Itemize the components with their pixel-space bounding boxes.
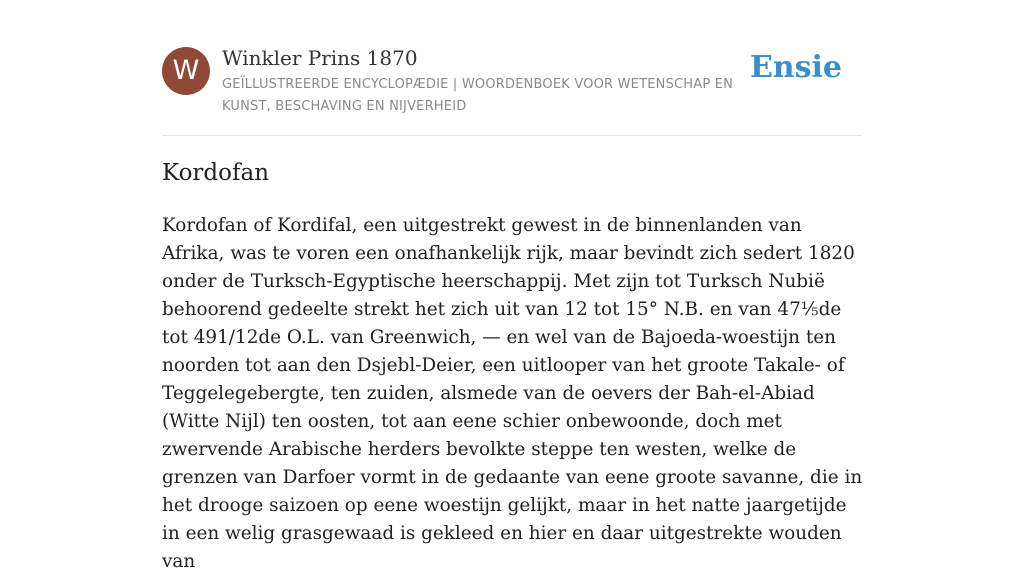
source-header: [162, 46, 862, 116]
entry-body: Kordofan of Kordifal, een uitgestrekt gewest in de binnenlanden van Afrika, was te voren een onafhankelijk rijk, maar bevindt zich sedert 1820 onder de Turksch-Egyptische heerschappij. Met zijn tot Turksch Nubië behoorend gedeelte strekt het zich uit van 12 tot 15° N.B. en van 47⅕de tot 491/12de O.L. van Greenwich, — en wel van de Bajoeda-woestijn ten noorden tot aan den Dsjebl-Deier, een uitlooper van het groote Takale- of Teggelegebergte, ten zuiden, alsmede van de oevers der Bah-el-Abiad (Witte Nijl) ten oosten, tot aan eene schier onbewoonde, doch met zwervende Arabische herders bevolkte steppe ten westen, welke de grenzen van Darfoer vormt in de gedaante van eene groote savanne, die in het drooge saizoen op eene woestijn gelijkt, maar in het natte jaargetijde in een welig grasgewaad is gekleed en hier en daar uitgestrekte wouden van: [162, 215, 863, 572]
ensie-logo-link[interactable]: Ensie: [749, 50, 842, 85]
header-divider: [162, 135, 862, 136]
entry-title: Kordofan: [162, 160, 270, 186]
source-title-link[interactable]: Winkler Prins 1870: [222, 46, 418, 70]
source-subtitle: GEÏLLUSTREERDE ENCYCLOPÆDIE | WOORDENBOEK VOOR WETENSCHAP EN KUNST, BESCHAVING EN NIJVERHEID: [222, 77, 734, 114]
source-avatar[interactable]: W: [162, 47, 210, 95]
